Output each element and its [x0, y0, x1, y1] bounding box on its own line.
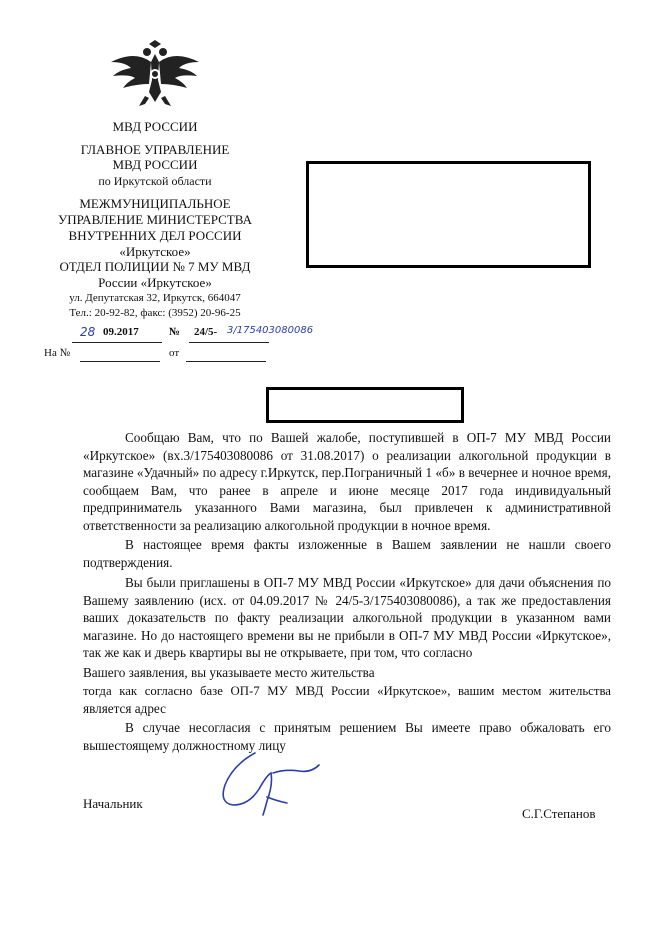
signatory-name: С.Г.Степанов — [522, 806, 596, 821]
main-dept-line-2: МВД РОССИИ — [112, 157, 198, 172]
region: по Иркутской области — [98, 174, 212, 188]
inter-dept-line-1: МЕЖМУНИЦИПАЛЬНОЕ — [79, 196, 231, 211]
date-printed: 09.2017 — [103, 326, 139, 338]
paragraph-3: Вы были приглашены в ОП-7 МУ МВД России «Иркутское» для дачи объяснения по Вашему заявлению (исх. от 04.09.2017 № 24/5-3/175403080086), а так же предоставления ваших доказательств по факту реализации алкогольной продукции в указанном вами магазине. Но до настоящего времени вы не прибыли в ОП-7 МУ МВД России «Иркутское», так же как и дверь квартиры вы не открываете, при том, что согласно — [83, 575, 611, 661]
number-printed: 24/5- — [194, 326, 218, 338]
paragraph-5: В случае несогласия с принятым решением Вы имеете право обжаловать его вышестоящему должностному лицу — [83, 720, 611, 753]
inter-dept-line-2: УПРАВЛЕНИЕ МИНИСТЕРСТВА — [58, 212, 252, 227]
number-underline — [189, 342, 269, 343]
paragraph-4-line-1: Вашего заявления, вы указываете место жительства — [83, 665, 375, 680]
emblem-icon — [105, 40, 205, 110]
signatory-position: Начальник — [83, 796, 143, 811]
phone: Тел.: 20-92-82, факс: (3952) 20-96-25 — [69, 307, 241, 319]
org-short: МВД РОССИИ — [112, 119, 198, 134]
signature-icon — [215, 745, 325, 820]
inter-dept-name: «Иркутское» — [119, 244, 191, 259]
ot-label: от — [169, 347, 180, 359]
date-underline — [72, 342, 162, 343]
na-underline — [80, 361, 160, 362]
main-dept-line-1: ГЛАВНОЕ УПРАВЛЕНИЕ — [80, 142, 230, 157]
date-handwritten: 28 — [80, 325, 96, 339]
number-handwritten: 3/175403080086 — [227, 325, 314, 336]
paragraph-4-line-2: тогда как согласно базе ОП-7 МУ МВД России «Иркутское», вашим местом жительства — [83, 684, 611, 698]
paragraph-4-line-3: является адрес — [83, 701, 166, 716]
salutation-redaction — [266, 387, 464, 423]
na-label: На № — [44, 347, 71, 359]
ot-underline — [186, 361, 266, 362]
recipient-redaction — [306, 161, 591, 268]
paragraph-1: Сообщаю Вам, что по Вашей жалобе, поступившей в ОП-7 МУ МВД России «Иркутское» (вх.3/175403080086 от 31.08.2017) о реализации алкогольной продукции в магазине «Удачный» по адресу г.Иркутск, пер.Пограничный 1 «б» в вечернее и ночное время, сообщаем Вам, что ранее в апреле и июне месяце 2017 года индивидуальный предприниматель указанного Вами магазина, был привлечен к административной ответственности за реализацию алкогольной продукции в ночное время. — [83, 430, 611, 533]
police-dept-name: России «Иркутское» — [98, 275, 212, 290]
inter-dept-line-3: ВНУТРЕННИХ ДЕЛ РОССИИ — [68, 228, 242, 243]
paragraph-2: В настоящее время факты изложенные в Вашем заявлении не нашли своего подтверждения. — [83, 537, 611, 570]
address: ул. Депутатская 32, Иркутск, 664047 — [69, 292, 241, 304]
number-label: № — [169, 326, 181, 338]
police-dept: ОТДЕЛ ПОЛИЦИИ № 7 МУ МВД — [59, 259, 251, 274]
